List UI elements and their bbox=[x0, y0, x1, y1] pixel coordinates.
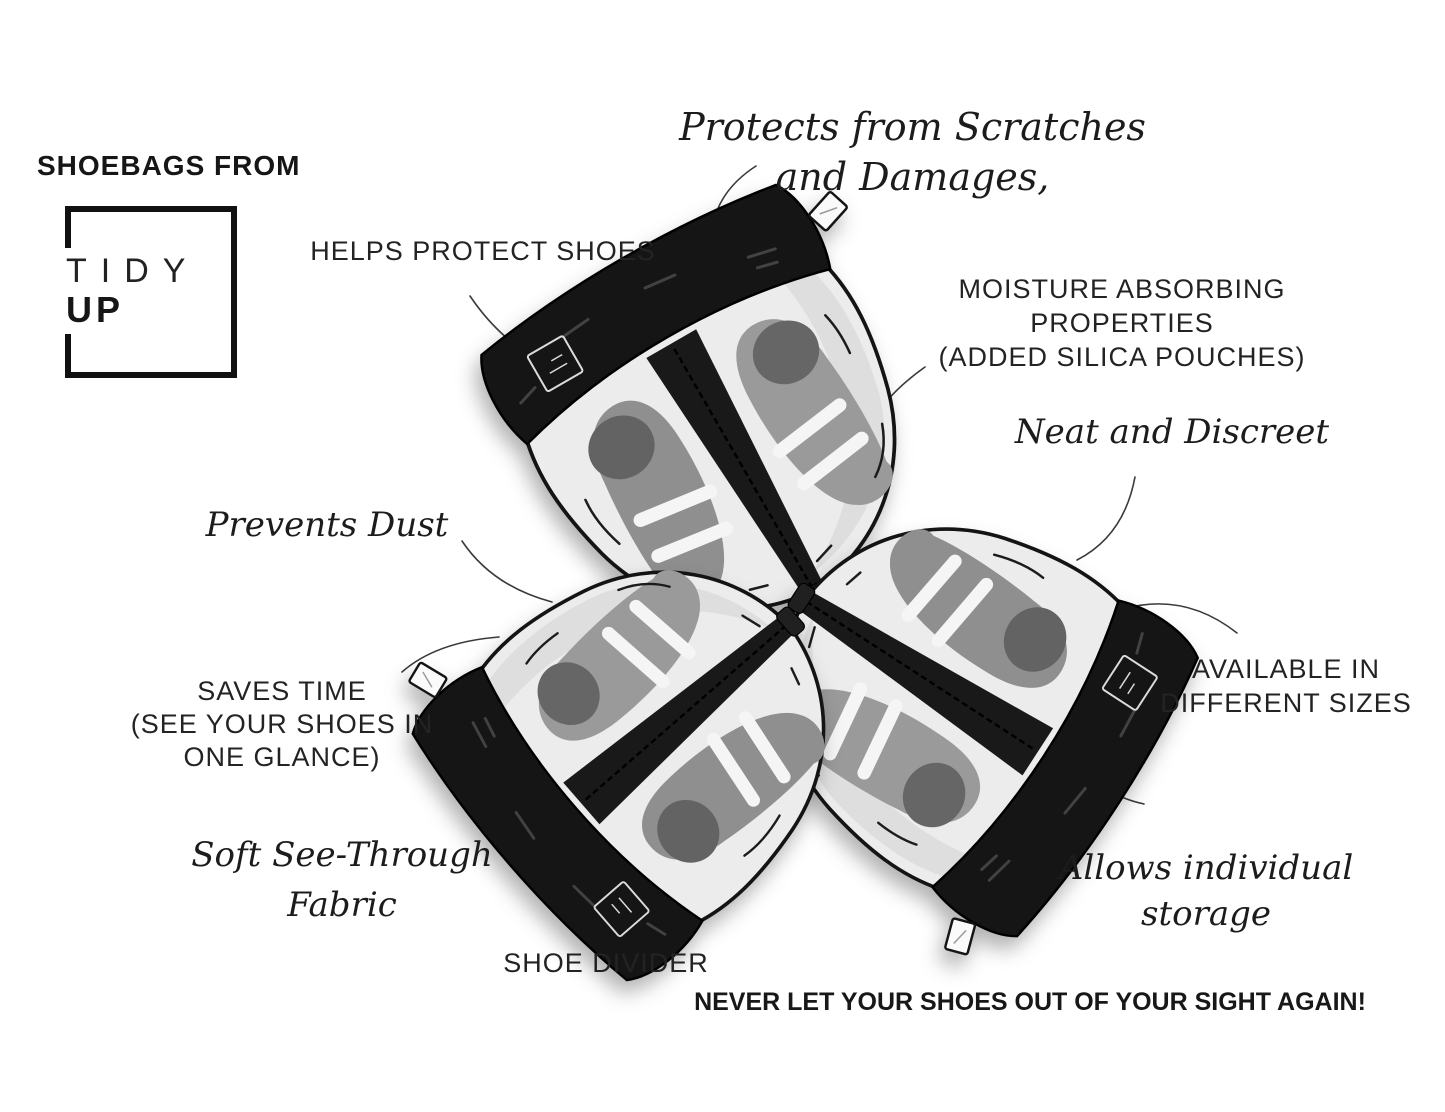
callout-helps-protect-shoes: HELPS PROTECT SHOES bbox=[310, 236, 656, 266]
callout-soft-see-through: Soft See-Through Fabric bbox=[191, 835, 493, 925]
callout-neat-and-discreet: Neat and Discreet bbox=[1014, 412, 1330, 452]
callout-allows-individual-storage: Allows individual storage bbox=[1058, 848, 1354, 934]
bottom-tagline: NEVER LET YOUR SHOES OUT OF YOUR SIGHT AGAIN! bbox=[694, 988, 1366, 1016]
callout-prevents-dust: Prevents Dust bbox=[205, 505, 449, 545]
logo-word-up: UP bbox=[66, 289, 125, 330]
logo-word-tidy: TIDY bbox=[66, 252, 200, 290]
callout-saves-time: SAVES TIME (SEE YOUR SHOES IN ONE GLANCE) bbox=[130, 676, 434, 772]
callout-moisture-absorbing: MOISTURE ABSORBING PROPERTIES (ADDED SILICA POUCHES) bbox=[938, 274, 1306, 372]
callout-available-sizes: AVAILABLE IN DIFFERENT SIZES bbox=[1160, 654, 1412, 718]
kicker-text: SHOEBAGS FROM bbox=[37, 150, 301, 181]
callout-shoe-divider: SHOE DIVIDER bbox=[503, 948, 709, 978]
callout-protects-from-scratches: Protects from Scratches and Damages, bbox=[679, 105, 1146, 199]
